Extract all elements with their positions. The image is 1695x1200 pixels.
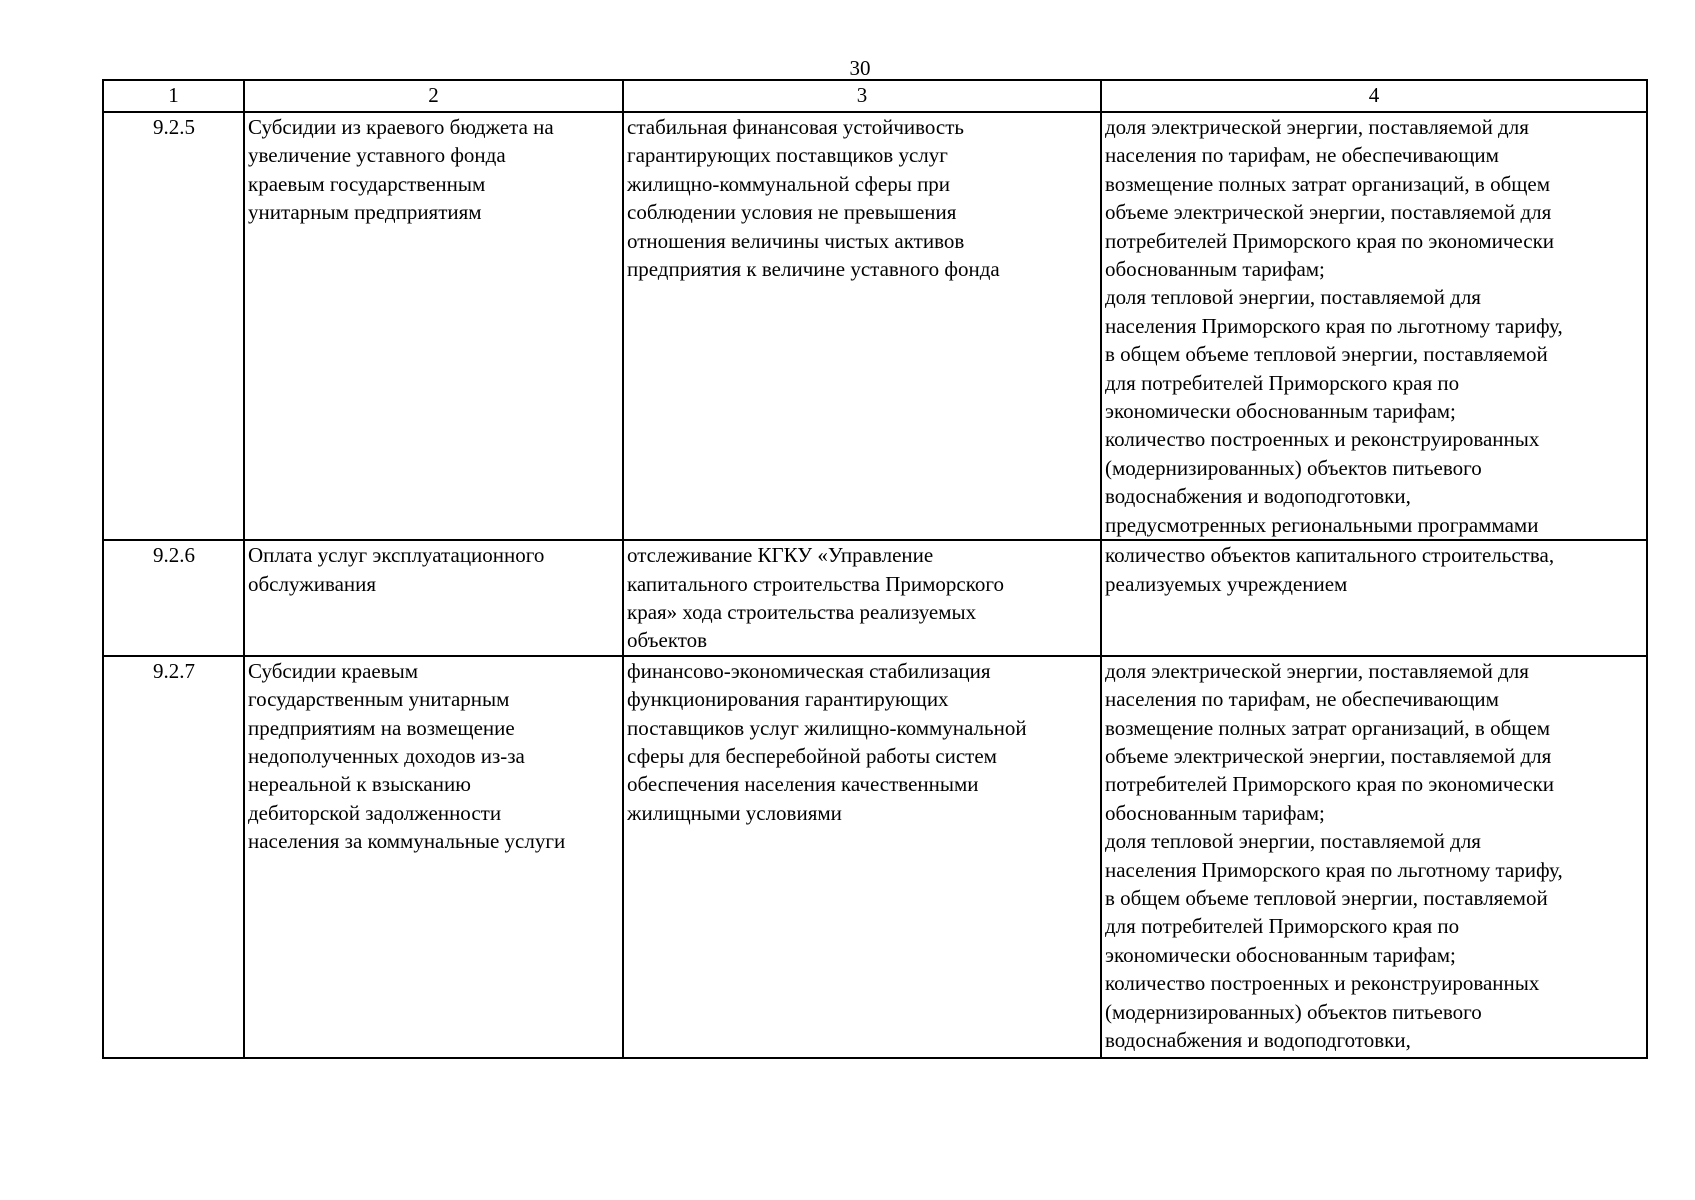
page-number: 30 <box>849 56 871 80</box>
table-header-row <box>103 80 1647 112</box>
row-number: 9.2.5 <box>103 112 244 540</box>
column-header: 3 <box>623 80 1101 112</box>
table-row <box>103 540 1647 656</box>
measure-name: Субсидии краевым государственным унитарным предприятиям на возмещение недополученных доходов из-за нереальной к взысканию дебиторской задолженности населения за коммунальные услуги <box>244 656 623 1058</box>
row-number: 9.2.7 <box>103 656 244 1058</box>
program-table <box>102 79 1648 1059</box>
table-row <box>103 112 1647 540</box>
measure-name: Субсидии из краевого бюджета на увеличение уставного фонда краевым государственным унитарным предприятиям <box>244 112 623 540</box>
expected-result: стабильная финансовая устойчивость гарантирующих поставщиков услуг жилищно-коммунальной сферы при соблюдении условия не превышения отношения величины чистых активов предприятия к величине уставного фонда <box>623 112 1101 540</box>
table-row <box>103 656 1647 1058</box>
measure-name: Оплата услуг эксплуатационного обслуживания <box>244 540 623 656</box>
indicators: доля электрической энергии, поставляемой для населения по тарифам, не обеспечивающим возмещение полных затрат организаций, в общем объеме электрической энергии, поставляемой для потребителей Приморского края по экономически обоснованным тарифам; доля тепловой энергии, поставляемой для населения Приморского края по льготному тарифу, в общем объеме тепловой энергии, поставляемой для потребителей Приморского края по экономически обоснованным тарифам; количество построенных и реконструированных (модернизированных) объектов питьевого водоснабжения и водоподготовки, <box>1101 656 1647 1058</box>
row-number: 9.2.6 <box>103 540 244 656</box>
expected-result: финансово-экономическая стабилизация функционирования гарантирующих поставщиков услуг жилищно-коммунальной сферы для бесперебойной работы систем обеспечения населения качественными жилищными условиями <box>623 656 1101 1058</box>
indicators: количество объектов капитального строительства, реализуемых учреждением <box>1101 540 1647 656</box>
expected-result: отслеживание КГКУ «Управление капитального строительства Приморского края» хода строительства реализуемых объектов <box>623 540 1101 656</box>
column-header: 2 <box>244 80 623 112</box>
column-header: 1 <box>103 80 244 112</box>
column-header: 4 <box>1101 80 1647 112</box>
indicators: доля электрической энергии, поставляемой для населения по тарифам, не обеспечивающим возмещение полных затрат организаций, в общем объеме электрической энергии, поставляемой для потребителей Приморского края по экономически обоснованным тарифам; доля тепловой энергии, поставляемой для населения Приморского края по льготному тарифу, в общем объеме тепловой энергии, поставляемой для потребителей Приморского края по экономически обоснованным тарифам; количество построенных и реконструированных (модернизированных) объектов питьевого водоснабжения и водоподготовки, предусмотренных региональными программами <box>1101 112 1647 540</box>
